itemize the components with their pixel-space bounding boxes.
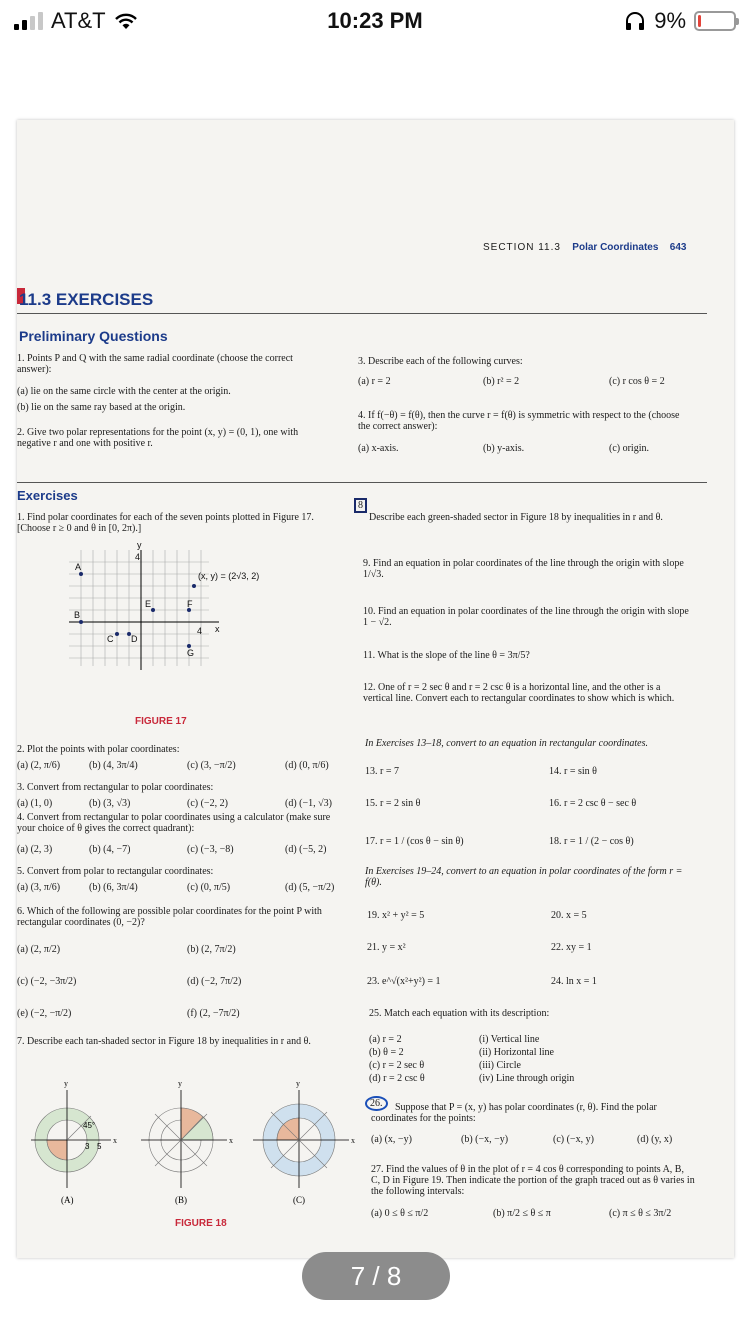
exercise-5-b: (b) (6, 3π/4) <box>89 882 138 893</box>
label-f: F <box>187 599 193 609</box>
label-b: B <box>74 610 81 620</box>
label-b: (B) <box>175 1195 187 1205</box>
point-c <box>115 632 119 636</box>
exercise-27-c: (c) π ≤ θ ≤ 3π/2 <box>609 1208 672 1219</box>
exercise-25-left-a: (a) r = 2 <box>369 1034 402 1045</box>
exercise-5-d: (d) (5, −π/2) <box>285 882 335 893</box>
exercise-3-b: (b) (3, √3) <box>89 798 131 809</box>
exercises-19-24-intro: In Exercises 19–24, convert to an equation in polar coordinates of the form r = f(θ). <box>365 866 683 888</box>
point-b <box>79 620 83 624</box>
exercises-heading: 11.3 EXERCISES <box>19 290 154 309</box>
label-c: (C) <box>293 1195 305 1205</box>
battery-icon <box>694 11 736 31</box>
label-a: (A) <box>61 1195 74 1205</box>
label-a: A <box>75 562 82 572</box>
exercise-1: 1. Find polar coordinates for each of the seven points plotted in Figure 17. [Choose r ≥ 0 and θ in [0, 2π).] <box>17 512 314 534</box>
prelim-q3c: (c) r cos θ = 2 <box>609 376 665 387</box>
exercise-8-number <box>354 500 367 511</box>
page-indicator[interactable]: 7 / 8 <box>302 1252 450 1300</box>
angle-label: 45° <box>83 1121 96 1130</box>
headphones-icon <box>624 11 646 31</box>
label-d: D <box>131 634 138 644</box>
prelim-q1a: (a) lie on the same circle with the center at the origin. <box>17 386 231 397</box>
exercise-5: 5. Convert from polar to rectangular coordinates: <box>17 866 214 877</box>
tick-x: 4 <box>197 626 203 636</box>
figure-18-caption: FIGURE 18 <box>175 1218 227 1229</box>
exercise-8-box: 8 <box>354 498 367 513</box>
figure-18 <box>31 1070 361 1210</box>
exercise-5-c: (c) (0, π/5) <box>187 882 231 893</box>
exercise-27: 27. Find the values of θ in the plot of r = 4 cos θ corresponding to points A, B, C, D in Figure 19. Then indicate the portion of the graph traced out as θ varies in the following intervals: <box>371 1164 695 1197</box>
exercise-15: 15. r = 2 sin θ <box>365 798 421 809</box>
exercise-25-right-ii: (ii) Horizontal line <box>479 1047 554 1058</box>
exercise-3-d: (d) (−1, √3) <box>285 798 332 809</box>
status-bar <box>0 0 750 40</box>
figure-18-c <box>253 1090 349 1205</box>
exercise-13: 13. r = 7 <box>365 766 399 777</box>
exercise-9: 9. Find an equation in polar coordinates of the line through the origin with slope 1/√3. <box>363 558 684 580</box>
exercise-26-d: (d) (y, x) <box>637 1134 673 1145</box>
label-e: E <box>145 599 152 609</box>
exercise-27-a: (a) 0 ≤ θ ≤ π/2 <box>371 1208 429 1219</box>
exercise-21: 21. y = x² <box>367 942 406 953</box>
exercise-25-right-iii: (iii) Circle <box>479 1060 521 1071</box>
exercise-7: 7. Describe each tan-shaded sector in Figure 18 by inequalities in r and θ. <box>17 1036 311 1047</box>
figure-18-b <box>141 1090 227 1205</box>
exercise-16: 16. r = 2 csc θ − sec θ <box>549 798 637 809</box>
exercise-6-c: (c) (−2, −3π/2) <box>17 976 77 987</box>
exercise-4-a: (a) (2, 3) <box>17 844 53 855</box>
exercise-4-c: (c) (−3, −8) <box>187 844 234 855</box>
header-title: Polar Coordinates <box>572 242 659 253</box>
exercise-26-a: (a) (x, −y) <box>371 1134 412 1145</box>
label-g: G <box>187 648 195 658</box>
point-xy <box>192 584 196 588</box>
exercise-3: 3. Convert from rectangular to polar coordinates: <box>17 782 214 793</box>
prelim-q4c: (c) origin. <box>609 443 649 454</box>
axis-y-label: y <box>137 540 142 550</box>
clock: 10:23 PM <box>327 8 423 33</box>
figure-17-caption: FIGURE 17 <box>135 716 187 727</box>
exercise-26-c: (c) (−x, y) <box>553 1134 594 1145</box>
header-section: SECTION 11.3 <box>483 242 561 253</box>
exercise-25-left-b: (b) θ = 2 <box>369 1047 404 1058</box>
prelim-q1b: (b) lie on the same ray based at the origin. <box>17 402 186 413</box>
prelim-q2: 2. Give two polar representations for the point (x, y) = (0, 1), one with negative r and one with positive r. <box>17 427 299 449</box>
exercise-20: 20. x = 5 <box>551 910 587 921</box>
exercise-2-c: (c) (3, −π/2) <box>187 760 236 771</box>
axis-x-b: x <box>229 1136 233 1145</box>
axis-x-label: x <box>215 624 220 634</box>
axis-y-b: y <box>178 1079 182 1088</box>
exercise-6-b: (b) (2, 7π/2) <box>187 944 236 955</box>
exercise-3-c: (c) (−2, 2) <box>187 798 228 809</box>
prelim-q4a: (a) x-axis. <box>358 443 399 454</box>
document-page[interactable] <box>17 120 734 1258</box>
exercise-14: 14. r = sin θ <box>549 766 597 777</box>
exercise-4: 4. Convert from rectangular to polar coordinates using a calculator (make sure your choice of θ gives the correct quadrant): <box>17 812 331 834</box>
exercise-6-d: (d) (−2, 7π/2) <box>187 976 242 987</box>
exercise-22: 22. xy = 1 <box>551 942 592 953</box>
prelim-q4: 4. If f(−θ) = f(θ), then the curve r = f(θ) is symmetric with respect to the (choose the correct answer): <box>358 410 680 432</box>
figure-18-a <box>31 1090 111 1205</box>
divider <box>17 482 707 483</box>
exercise-25-left-c: (c) r = 2 sec θ <box>369 1060 425 1071</box>
exercise-6-a: (a) (2, π/2) <box>17 944 61 955</box>
exercise-26-circle: 26. <box>365 1096 388 1111</box>
exercise-6: 6. Which of the following are possible polar coordinates for the point P with rectangular coordinates (0, −2)? <box>17 906 322 928</box>
exercise-25-right-i: (i) Vertical line <box>479 1034 540 1045</box>
tick-y: 4 <box>135 552 141 562</box>
exercise-2-d: (d) (0, π/6) <box>285 760 329 771</box>
exercise-2: 2. Plot the points with polar coordinates: <box>17 744 180 755</box>
exercise-8: Describe each green-shaded sector in Figure 18 by inequalities in r and θ. <box>369 512 663 523</box>
exercise-17: 17. r = 1 / (cos θ − sin θ) <box>365 836 464 847</box>
axis-y-a: y <box>64 1079 68 1088</box>
prelim-q3b: (b) r² = 2 <box>483 376 520 387</box>
prelim-q4b: (b) y-axis. <box>483 443 525 454</box>
exercise-10: 10. Find an equation in polar coordinates of the line through the origin with slope 1 − √2. <box>363 606 689 628</box>
document-viewer[interactable] <box>0 40 750 1334</box>
status-right <box>624 8 736 34</box>
exercise-19: 19. x² + y² = 5 <box>367 910 425 921</box>
preliminary-heading: Preliminary Questions <box>19 328 168 344</box>
prelim-q1: 1. Points P and Q with the same radial coordinate (choose the correct answer): <box>17 353 293 375</box>
exercises-13-18-intro: In Exercises 13–18, convert to an equation in rectangular coordinates. <box>365 738 649 749</box>
exercise-25-left-d: (d) r = 2 csc θ <box>369 1073 425 1084</box>
axis-x-c: x <box>351 1136 355 1145</box>
exercise-6-e: (e) (−2, −π/2) <box>17 1008 72 1019</box>
tick-5: 5 <box>97 1142 102 1151</box>
exercise-5-a: (a) (3, π/6) <box>17 882 61 893</box>
prelim-q3a: (a) r = 2 <box>358 376 391 387</box>
axis-x-a: x <box>113 1136 117 1145</box>
exercises-label: Exercises <box>17 488 78 503</box>
exercise-26-b: (b) (−x, −y) <box>461 1134 509 1145</box>
exercise-25: 25. Match each equation with its description: <box>369 1008 550 1019</box>
tick-3: 3 <box>85 1142 90 1151</box>
exercise-23: 23. e^√(x²+y²) = 1 <box>367 976 441 987</box>
exercise-4-d: (d) (−5, 2) <box>285 844 327 855</box>
label-c: C <box>107 634 114 644</box>
exercise-6-f: (f) (2, −7π/2) <box>187 1008 240 1019</box>
exercise-12: 12. One of r = 2 sec θ and r = 2 csc θ is a horizontal line, and the other is a vertical line. Convert each to rectangular coordinates to show which is which. <box>363 682 675 704</box>
exercise-25-right-iv: (iv) Line through origin <box>479 1073 575 1084</box>
exercise-2-a: (a) (2, π/6) <box>17 760 61 771</box>
axis-y-c: y <box>296 1079 300 1088</box>
exercise-26: Suppose that P = (x, y) has polar coordinates (r, θ). Find the polar coordinates for the points: <box>371 1102 657 1124</box>
exercise-11: 11. What is the slope of the line θ = 3π/5? <box>363 650 530 661</box>
exercise-27-b: (b) π/2 ≤ θ ≤ π <box>493 1208 551 1219</box>
battery-fill <box>698 15 701 27</box>
figure-17 <box>69 540 260 686</box>
exercise-18: 18. r = 1 / (2 − cos θ) <box>549 836 634 847</box>
divider <box>17 313 707 314</box>
point-e <box>151 608 155 612</box>
carrier-label: AT&T <box>51 8 106 33</box>
exercise-4-b: (b) (4, −7) <box>89 844 131 855</box>
exercise-24: 24. ln x = 1 <box>551 976 597 987</box>
exercise-2-b: (b) (4, 3π/4) <box>89 760 138 771</box>
exercise-3-a: (a) (1, 0) <box>17 798 53 809</box>
prelim-q3: 3. Describe each of the following curves: <box>358 356 523 367</box>
point-xy-label: (x, y) = (2√3, 2) <box>198 571 260 581</box>
page-header <box>483 242 686 253</box>
battery-percent: 9% <box>654 8 686 33</box>
header-page-number: 643 <box>669 242 687 253</box>
point-a <box>79 572 83 576</box>
